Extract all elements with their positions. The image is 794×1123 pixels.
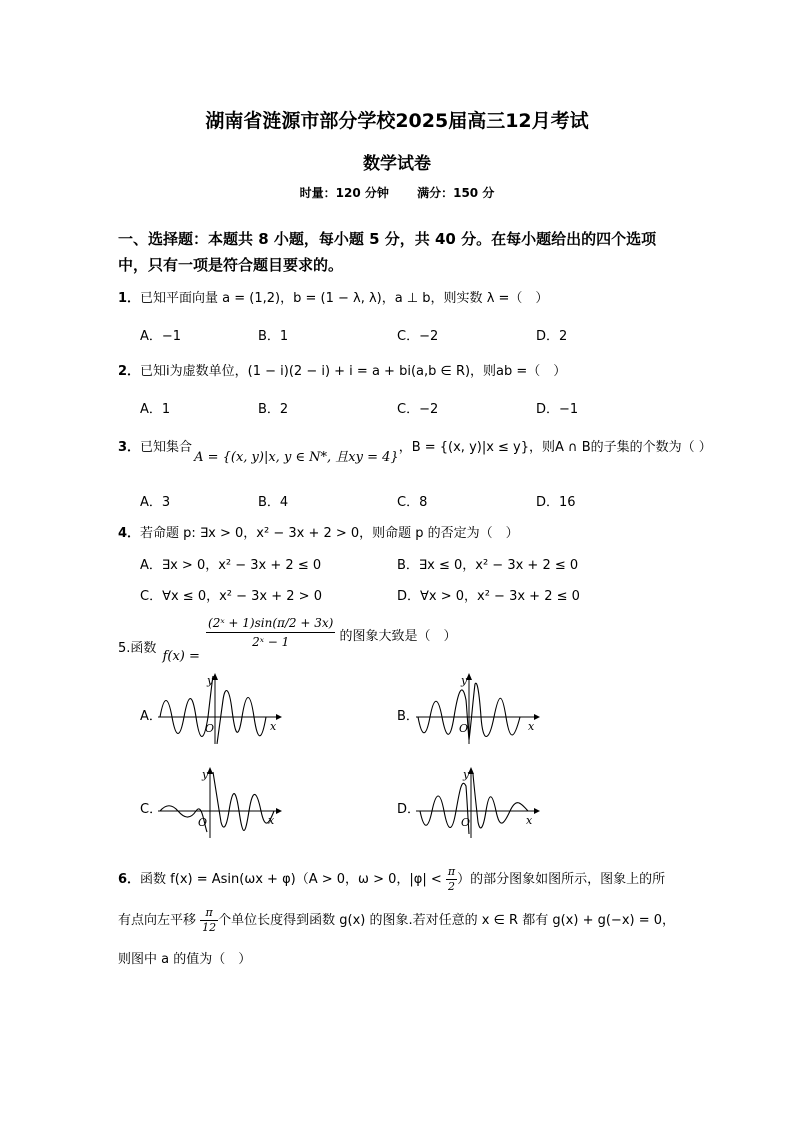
question-stem: 已知平面向量 a = (1,2)，b = (1 − λ, λ)，a ⊥ b，则实数 λ =（ ） [140, 291, 549, 306]
origin-label: O [198, 816, 208, 829]
x-axis-arrow [276, 808, 282, 814]
question-stem-a: 已知集合 [140, 440, 193, 455]
exam-meta [0, 184, 794, 201]
question-stem-b: ，B = {(x, y)|x ≤ y}，则A ∩ B的子集的个数为（ ） [398, 440, 712, 455]
function-fraction [206, 614, 335, 651]
axis-y-label: y [461, 674, 468, 687]
question-stem-line1a: 函数 f(x) = Asin(ωx + φ)（A > 0，ω > 0，|φ| < [140, 872, 442, 887]
question-1 [118, 287, 548, 306]
q3-option-c: C．8 [397, 495, 428, 510]
question-stem-line1b: ）的部分图象如图所示，图象上的所 [457, 872, 666, 887]
question-number: 3． [118, 440, 141, 455]
question-number: 2． [118, 364, 141, 379]
q5-option-d: D． [397, 802, 421, 817]
question-3 [118, 436, 712, 465]
q4-option-c: C．∀x ≤ 0，x² − 3x + 2 > 0 [140, 589, 322, 604]
x-axis-arrow [534, 808, 540, 814]
section-heading-line1: 一、选择题：本题共 8 小题，每小题 5 分，共 40 分。在每小题给出的四个选项 [118, 230, 657, 248]
question-number: 5. [118, 641, 131, 656]
question-2 [118, 360, 566, 379]
graph-option-a [158, 670, 286, 744]
axis-x-label: x [268, 814, 275, 827]
axis-x-label: x [270, 720, 277, 733]
x-axis-arrow [276, 714, 282, 720]
q1-option-d: D．2 [536, 329, 568, 344]
axis-y-label: y [463, 768, 470, 781]
fraction-denominator: 2ˣ − 1 [252, 635, 290, 649]
origin-label: O [459, 722, 469, 735]
function-name: f(x) = [162, 649, 200, 664]
q3-option-d: D．16 [536, 495, 576, 510]
time-limit: 时量：120 分钟 [299, 186, 389, 200]
set-a-definition: A = {(x, y)|x, y ∈ N*, 且xy = 4} [194, 450, 399, 465]
section-heading-line2: 中，只有一项是符合题目要求的。 [118, 256, 344, 274]
origin-label: O [461, 816, 471, 829]
curve [420, 774, 528, 834]
q1-option-c: C．−2 [397, 329, 439, 344]
question-stem: 已知i为虚数单位，(1 − i)(2 − i) + i = a + bi(a,b ∈ R)，则ab =（ ） [140, 364, 567, 379]
graph-option-b [416, 670, 544, 744]
origin-label: O [205, 722, 215, 735]
fraction-numerator: π [200, 906, 218, 921]
exam-subtitle: 数学试卷 [363, 154, 431, 174]
fraction-numerator: π [447, 865, 456, 878]
q4-option-a: A．∃x > 0，x² − 3x + 2 ≤ 0 [140, 558, 322, 573]
q4-option-d: D．∀x > 0，x² − 3x + 2 ≤ 0 [397, 589, 580, 604]
graph-option-c [158, 764, 286, 838]
q5-option-a: A． [140, 709, 162, 724]
fraction-numerator: (2ˣ + 1)sin(π/2 + 3x) [206, 614, 335, 633]
q5-option-c: C． [140, 802, 163, 817]
q2-option-b: B．2 [258, 402, 289, 417]
question-stem-line2b: 个单位长度得到函数 g(x) 的图象.若对任意的 x ∈ R 都有 g(x) + g(−x) = 0， [218, 913, 676, 928]
fraction-pi-over-2 [446, 865, 457, 894]
curve [160, 772, 274, 832]
q3-option-a: A．3 [140, 495, 171, 510]
question-stem: 若命题 p: ∃x > 0，x² − 3x + 2 > 0，则命题 p 的否定为（ ） [140, 526, 519, 541]
q1-option-b: B．1 [258, 329, 289, 344]
question-6-line2 [118, 906, 675, 935]
graph-option-d [416, 764, 544, 838]
axis-x-label: x [528, 720, 535, 733]
axis-x-label: x [526, 814, 533, 827]
section-heading [118, 226, 656, 278]
q3-option-b: B．4 [258, 495, 289, 510]
question-number: 4． [118, 526, 141, 541]
fraction-denominator: 2 [447, 880, 455, 893]
question-number: 1． [118, 291, 141, 306]
q4-option-b: B．∃x ≤ 0，x² − 3x + 2 ≤ 0 [397, 558, 579, 573]
question-4 [118, 522, 519, 541]
exam-title: 湖南省涟源市部分学校2025届高三12月考试 [205, 110, 589, 132]
full-score: 满分：150 分 [417, 186, 495, 200]
question-5 [118, 614, 457, 664]
question-number: 6． [118, 872, 141, 887]
question-6-line3: 则图中 a 的值为（ ） [118, 952, 252, 967]
question-stem-line2a: 有点向左平移 [118, 913, 197, 928]
fraction-denominator: 12 [202, 921, 217, 934]
q2-option-a: A．1 [140, 402, 171, 417]
x-axis-arrow [534, 714, 540, 720]
q1-option-a: A．−1 [140, 329, 182, 344]
question-stem-a: 函数 [130, 641, 157, 656]
question-stem-b: 的图象大致是（ ） [339, 629, 457, 644]
q2-option-c: C．−2 [397, 402, 439, 417]
axis-y-label: y [202, 768, 209, 781]
axis-y-label: y [207, 674, 214, 687]
q5-option-b: B． [397, 709, 419, 724]
question-6-line1 [118, 865, 665, 894]
q2-option-d: D．−1 [536, 402, 579, 417]
fraction-pi-over-12 [200, 906, 218, 935]
